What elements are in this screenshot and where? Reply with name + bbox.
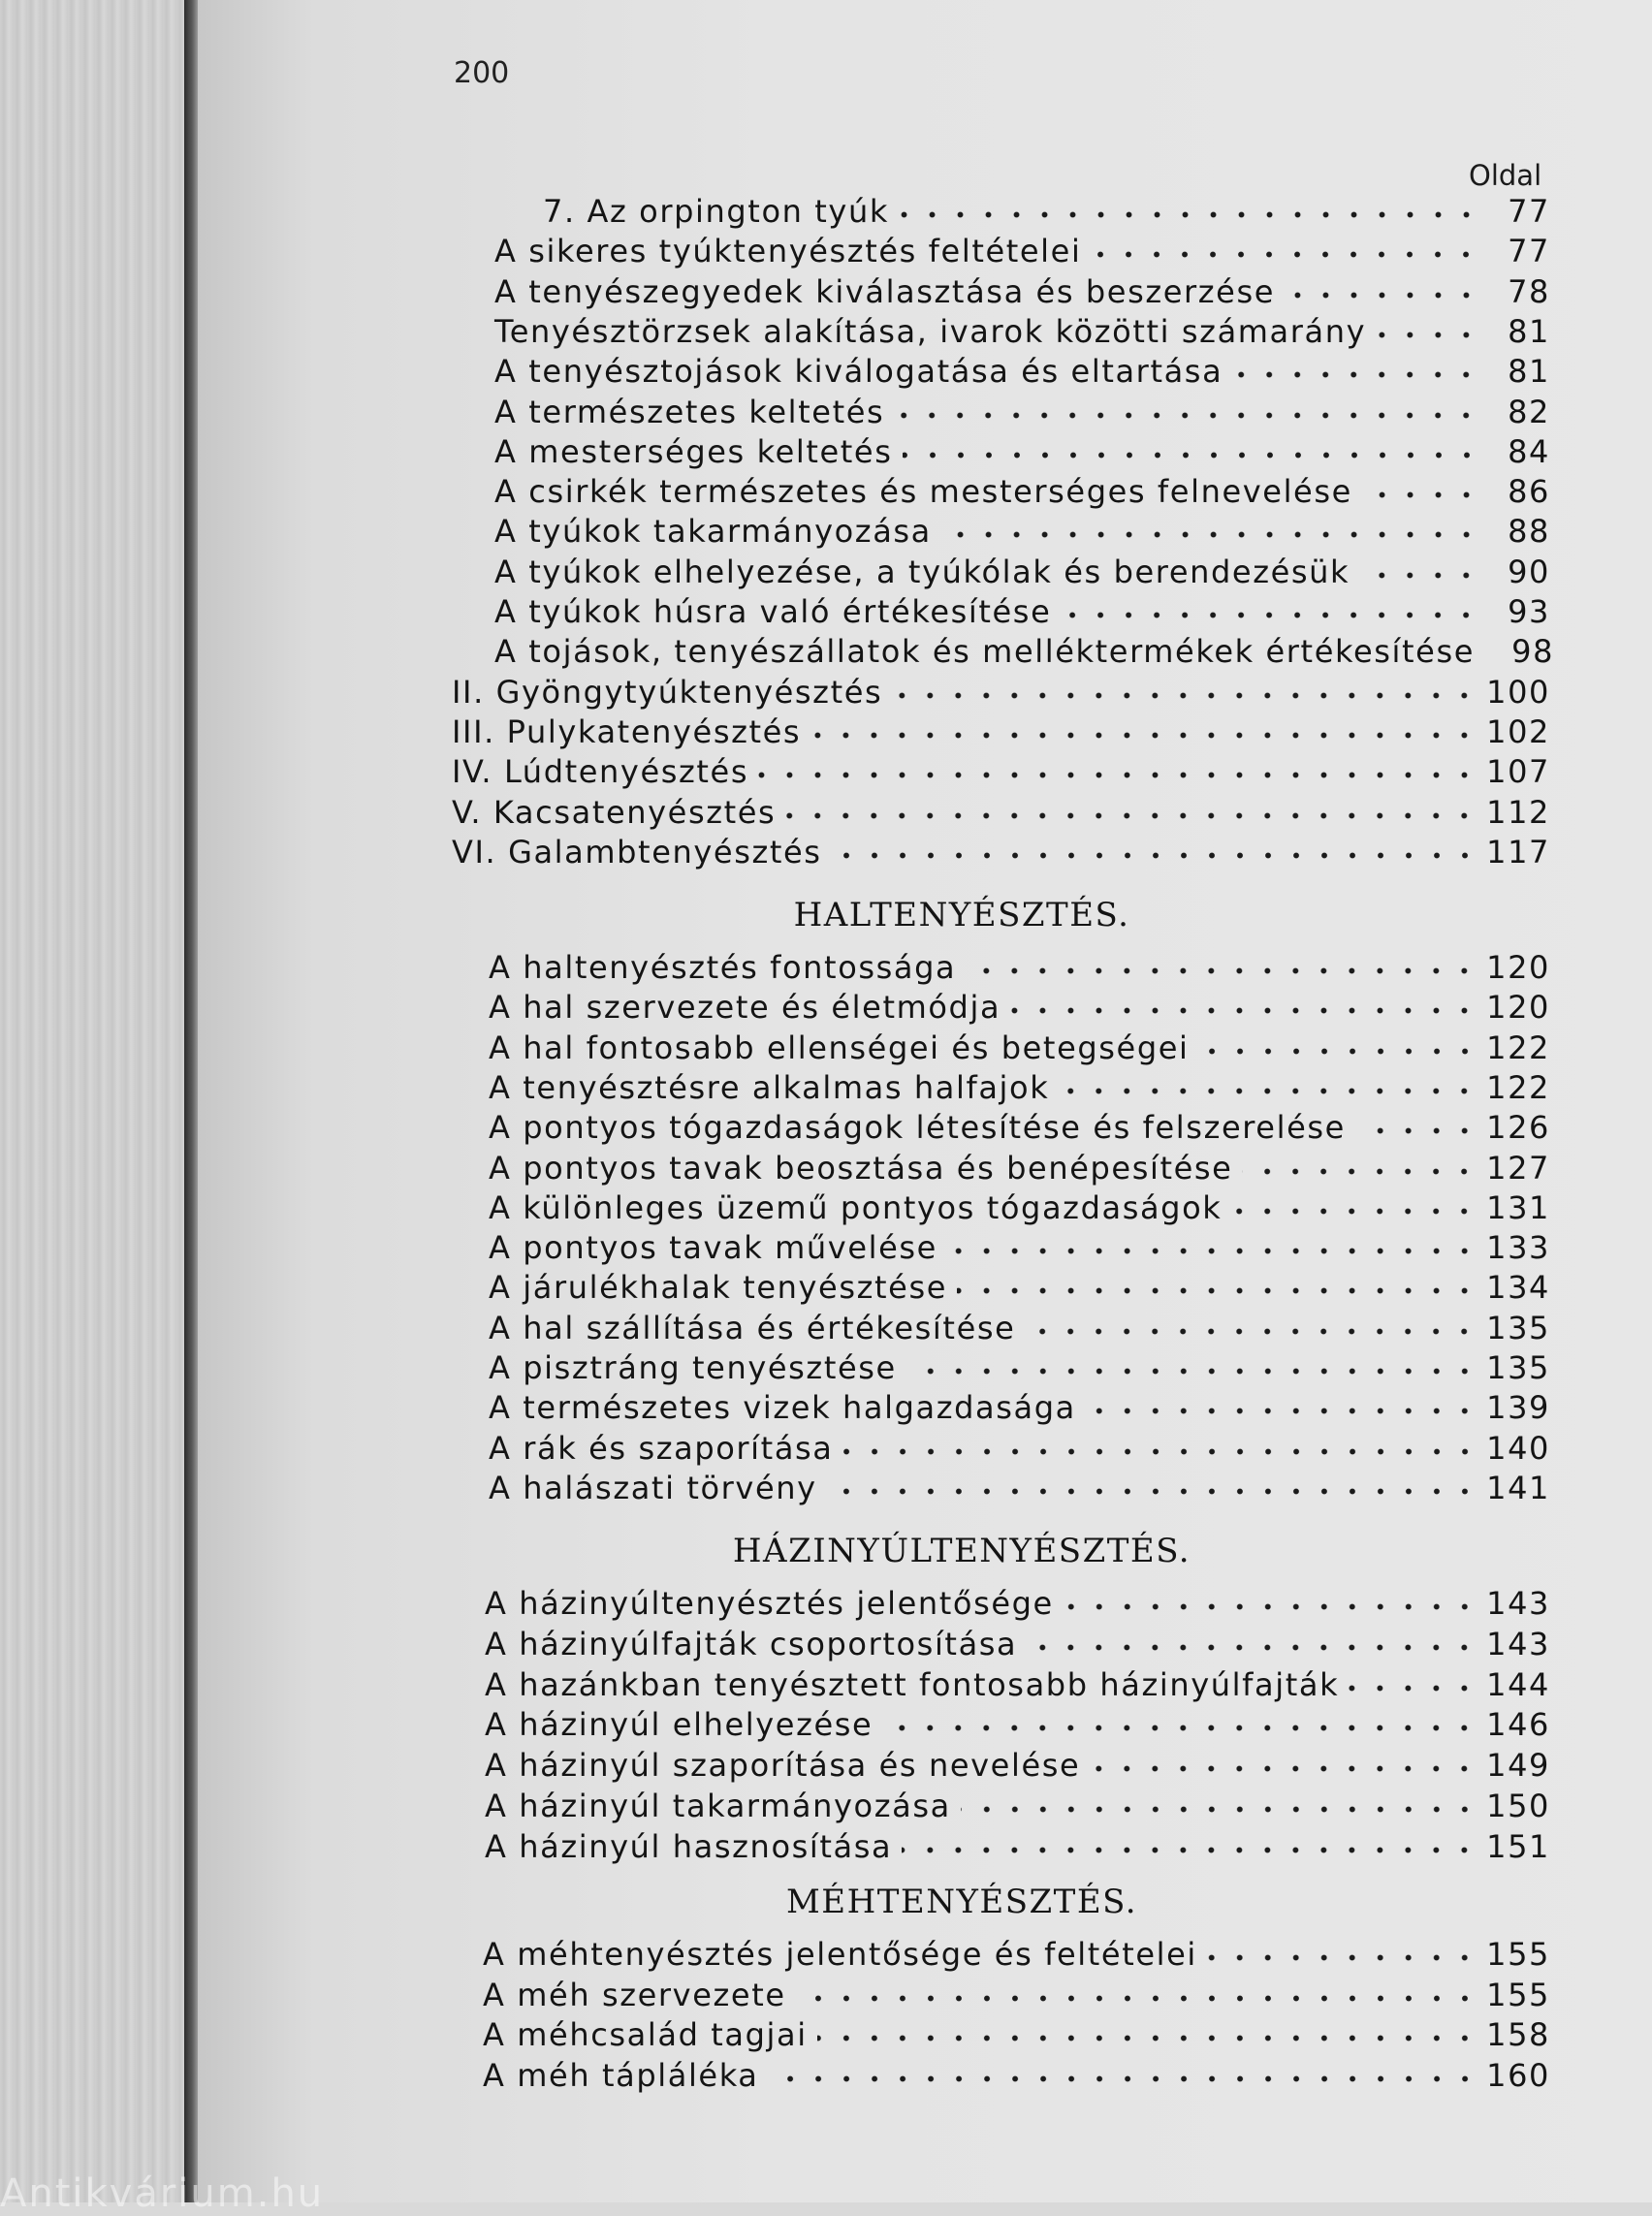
toc-entry bbox=[494, 352, 1550, 391]
toc-entry-title: Tenyésztörzsek alakítása, ivarok közötti számarány bbox=[494, 312, 1367, 350]
toc-entry-title: A tojások, tenyészállatok és melléktermékek értékesítése bbox=[494, 633, 1476, 671]
toc-entry-page: 127 bbox=[1486, 1149, 1550, 1187]
toc-entry-page: 150 bbox=[1486, 1788, 1550, 1824]
dot-leader bbox=[785, 793, 1478, 832]
toc-entry bbox=[489, 1029, 1550, 1067]
toc-entry bbox=[485, 1746, 1550, 1785]
toc-entry bbox=[543, 192, 1550, 231]
book-binding-edge bbox=[0, 0, 184, 2202]
toc-entry bbox=[489, 1108, 1550, 1147]
toc-entry-title: A hal szállítása és értékesítése bbox=[489, 1309, 1016, 1346]
dot-leader bbox=[796, 1976, 1478, 2014]
toc-entry-title: A csirkék természetes és mesterséges felnevelése bbox=[494, 473, 1352, 511]
toc-entry-title: A pontyos tógazdaságok létesítése és felszerelése bbox=[489, 1109, 1346, 1147]
page-number: 200 bbox=[454, 56, 510, 90]
toc-entry-page: 143 bbox=[1486, 1585, 1550, 1622]
toc-entry-title: IV. Lúdtenyésztés bbox=[452, 753, 749, 791]
dot-leader bbox=[843, 1429, 1479, 1468]
toc-entry bbox=[489, 1348, 1550, 1387]
toc-entry bbox=[494, 632, 1555, 671]
toc-entry-title: A haltenyésztés fontossága bbox=[489, 949, 957, 986]
toc-entry bbox=[485, 1705, 1550, 1744]
toc-entry bbox=[485, 1584, 1550, 1623]
toc-entry-page: 107 bbox=[1486, 753, 1550, 791]
toc-entry-page: 140 bbox=[1486, 1429, 1550, 1467]
toc-entry-title: A pontyos tavak művelése bbox=[489, 1229, 937, 1267]
toc-entry-title: A tenyészegyedek kiválasztása és beszerzése bbox=[494, 272, 1276, 310]
dot-leader bbox=[1355, 1108, 1478, 1147]
toc-entry-page: 144 bbox=[1486, 1665, 1550, 1703]
dot-leader bbox=[882, 1705, 1478, 1744]
toc-entry-page: 98 bbox=[1511, 633, 1555, 671]
dot-leader bbox=[892, 673, 1478, 712]
page-column-header: Oldal bbox=[1469, 159, 1542, 192]
toc-entry-title: A hal szervezete és életmódja bbox=[489, 989, 1001, 1027]
dot-leader bbox=[1207, 1935, 1478, 1974]
toc-entry-page: 151 bbox=[1486, 1827, 1550, 1865]
toc-entry-title: 7. Az orpington tyúk bbox=[543, 193, 889, 230]
dot-leader bbox=[1064, 1584, 1478, 1623]
toc-entry-title: A pisztráng tenyésztése bbox=[489, 1349, 897, 1386]
toc-entry-page: 120 bbox=[1486, 989, 1550, 1027]
dot-leader bbox=[758, 752, 1478, 791]
toc-entry-title: A különleges üzemű pontyos tógazdaságok bbox=[489, 1188, 1223, 1226]
dot-leader bbox=[1025, 1309, 1478, 1347]
toc-entry-page: 146 bbox=[1486, 1706, 1550, 1744]
toc-entry-title: A természetes keltetés bbox=[494, 393, 885, 430]
toc-entry-page: 139 bbox=[1486, 1389, 1550, 1427]
toc-entry bbox=[485, 1665, 1550, 1704]
toc-entry bbox=[489, 1388, 1550, 1427]
dot-leader bbox=[947, 1228, 1478, 1267]
toc-entry bbox=[489, 988, 1550, 1027]
toc-entry bbox=[494, 512, 1550, 551]
toc-entry-page: 77 bbox=[1508, 193, 1550, 230]
dot-leader bbox=[1091, 232, 1480, 270]
toc-entry-page: 78 bbox=[1508, 272, 1550, 310]
toc-entry-page: 100 bbox=[1486, 673, 1550, 711]
toc-entry bbox=[489, 1228, 1550, 1267]
dot-leader bbox=[1349, 1665, 1478, 1704]
section-heading: HALTENYÉSZTÉS. bbox=[793, 896, 1130, 934]
toc-entry bbox=[483, 1976, 1550, 2014]
dot-leader bbox=[1232, 352, 1480, 391]
toc-entry-page: 81 bbox=[1508, 312, 1550, 350]
dot-leader bbox=[966, 948, 1478, 987]
toc-entry-page: 135 bbox=[1486, 1349, 1550, 1386]
dot-leader bbox=[1285, 272, 1480, 311]
toc-entry-page: 141 bbox=[1486, 1469, 1550, 1506]
toc-entry-page: 86 bbox=[1508, 473, 1550, 511]
toc-entry-page: 155 bbox=[1486, 1976, 1550, 2013]
toc-entry bbox=[483, 2056, 1550, 2095]
toc-entry-title: A méhcsalád tagjai bbox=[483, 2016, 808, 2053]
toc-entry-title: A házinyúl takarmányozása bbox=[485, 1788, 951, 1824]
toc-entry-title: A pontyos tavak beosztása és benépesítése bbox=[489, 1149, 1233, 1187]
toc-entry-page: 112 bbox=[1486, 793, 1550, 831]
toc-entry-title: A rák és szaporítása bbox=[489, 1429, 834, 1467]
dot-leader bbox=[827, 1469, 1478, 1507]
dot-leader bbox=[1359, 553, 1480, 591]
dot-leader bbox=[1242, 1149, 1478, 1187]
toc-entry-page: 88 bbox=[1508, 513, 1550, 551]
toc-entry-page: 126 bbox=[1486, 1109, 1550, 1147]
toc-entry-page: 160 bbox=[1486, 2056, 1550, 2094]
toc-entry bbox=[483, 2015, 1550, 2054]
toc-entry-title: A mesterséges keltetés bbox=[494, 432, 893, 470]
toc-entry-title: A házinyúl elhelyezése bbox=[485, 1706, 874, 1744]
toc-entry bbox=[452, 673, 1550, 712]
toc-entry-title: A természetes vizek halgazdasága bbox=[489, 1389, 1076, 1427]
toc-entry-page: 90 bbox=[1508, 553, 1550, 590]
dot-leader bbox=[1231, 1188, 1478, 1227]
toc-entry-title: VI. Galambtenyésztés bbox=[452, 833, 822, 871]
toc-entry-page: 81 bbox=[1508, 353, 1550, 391]
dot-leader bbox=[961, 1787, 1478, 1825]
toc-entry bbox=[494, 232, 1550, 270]
toc-entry-title: A hal fontosabb ellenségei és betegségei bbox=[489, 1029, 1190, 1066]
dot-leader bbox=[894, 393, 1480, 431]
dot-leader bbox=[1362, 472, 1480, 511]
toc-entry bbox=[489, 1268, 1550, 1307]
toc-entry bbox=[489, 948, 1550, 987]
toc-entry bbox=[489, 1188, 1550, 1227]
toc-entry-title: V. Kacsatenyésztés bbox=[452, 793, 777, 831]
toc-entry-title: A tyúkok húsra való értékesítése bbox=[494, 593, 1052, 630]
dot-leader bbox=[832, 833, 1479, 871]
section-heading: HÁZINYÚLTENYÉSZTÉS. bbox=[732, 1532, 1191, 1570]
toc-entry-title: A házinyúl szaporítása és nevelése bbox=[485, 1747, 1081, 1785]
toc-entry bbox=[489, 1309, 1550, 1347]
toc-entry bbox=[485, 1625, 1550, 1663]
page-gutter-shadow bbox=[184, 0, 198, 2202]
toc-entry bbox=[494, 393, 1550, 431]
toc-entry bbox=[494, 312, 1550, 351]
toc-entry bbox=[489, 1068, 1550, 1107]
toc-entry-page: 122 bbox=[1486, 1029, 1550, 1066]
toc-entry-page: 102 bbox=[1486, 712, 1550, 750]
toc-entry-page: 131 bbox=[1486, 1188, 1550, 1226]
toc-entry bbox=[485, 1787, 1550, 1825]
toc-entry bbox=[489, 1149, 1550, 1187]
toc-entry-title: II. Gyöngytyúktenyésztés bbox=[452, 673, 883, 711]
watermark: Antikvárium.hu bbox=[0, 2171, 325, 2216]
toc-entry-title: A méh tápláléka bbox=[483, 2056, 759, 2094]
dot-leader bbox=[899, 192, 1480, 231]
toc-entry-page: 93 bbox=[1508, 593, 1550, 630]
toc-entry-page: 155 bbox=[1486, 1936, 1550, 1973]
toc-entry-page: 149 bbox=[1486, 1747, 1550, 1785]
dot-leader bbox=[1090, 1746, 1478, 1785]
toc-entry bbox=[489, 1429, 1550, 1468]
toc-entry-title: A házinyúltenyésztés jelentősége bbox=[485, 1585, 1054, 1622]
toc-entry-title: A tenyésztésre alkalmas halfajok bbox=[489, 1068, 1050, 1106]
dot-leader bbox=[906, 1348, 1478, 1387]
dot-leader bbox=[1010, 988, 1478, 1027]
dot-leader bbox=[902, 1827, 1478, 1866]
toc-entry-title: A halászati törvény bbox=[489, 1469, 817, 1506]
dot-leader bbox=[1061, 592, 1480, 631]
toc-entry-title: A házinyúlfajták csoportosítása bbox=[485, 1625, 1018, 1662]
toc-entry bbox=[494, 472, 1550, 511]
toc-entry bbox=[494, 272, 1550, 311]
toc-entry-title: A hazánkban tenyésztett fontosabb házinyúlfajták bbox=[485, 1665, 1340, 1703]
toc-entry-page: 82 bbox=[1508, 393, 1550, 430]
dot-leader bbox=[1376, 312, 1480, 351]
toc-entry bbox=[494, 553, 1550, 591]
toc-entry-page: 84 bbox=[1508, 432, 1550, 470]
toc-entry-page: 158 bbox=[1486, 2016, 1550, 2053]
dot-leader bbox=[1027, 1625, 1478, 1663]
dot-leader bbox=[769, 2056, 1479, 2095]
toc-entry bbox=[452, 793, 1550, 832]
toc-entry-title: A tenyésztojások kiválogatása és eltartása bbox=[494, 353, 1223, 391]
toc-entry bbox=[494, 432, 1550, 471]
section-heading: MÉHTENYÉSZTÉS. bbox=[785, 1883, 1138, 1921]
toc-entry bbox=[452, 833, 1550, 871]
toc-entry-title: A járulékhalak tenyésztése bbox=[489, 1269, 948, 1307]
toc-entry bbox=[483, 1935, 1550, 1974]
toc-entry-page: 133 bbox=[1486, 1229, 1550, 1267]
dot-leader bbox=[1059, 1068, 1478, 1107]
dot-leader bbox=[1086, 1388, 1478, 1427]
dot-leader bbox=[941, 512, 1480, 551]
toc-entry bbox=[485, 1827, 1550, 1866]
toc-entry-page: 143 bbox=[1486, 1625, 1550, 1662]
toc-entry bbox=[452, 712, 1550, 751]
toc-entry-title: A házinyúl hasznosítása bbox=[485, 1827, 893, 1865]
toc-entry bbox=[489, 1469, 1550, 1507]
toc-entry-page: 120 bbox=[1486, 949, 1550, 986]
toc-entry-title: III. Pulykatenyésztés bbox=[452, 712, 802, 750]
dot-leader bbox=[1199, 1029, 1479, 1067]
toc-entry-page: 122 bbox=[1486, 1068, 1550, 1106]
toc-entry-title: A méh szervezete bbox=[483, 1976, 786, 2013]
toc-entry bbox=[452, 752, 1550, 791]
toc-entry-page: 135 bbox=[1486, 1309, 1550, 1346]
toc-entry-title: A tyúkok elhelyezése, a tyúkólak és berendezésük bbox=[494, 553, 1350, 590]
toc-entry-title: A méhtenyésztés jelentősége és feltételei bbox=[483, 1936, 1197, 1973]
toc-entry-title: A tyúkok takarmányozása bbox=[494, 513, 932, 551]
toc-entry-page: 117 bbox=[1486, 833, 1550, 871]
dot-leader bbox=[817, 2015, 1478, 2054]
dot-leader bbox=[903, 432, 1481, 471]
dot-leader bbox=[810, 712, 1478, 751]
dot-leader bbox=[957, 1268, 1478, 1307]
toc-entry-page: 134 bbox=[1486, 1269, 1550, 1307]
toc-entry bbox=[494, 592, 1550, 631]
toc-entry-title: A sikeres tyúktenyésztés feltételei bbox=[494, 233, 1082, 270]
toc-entry-page: 77 bbox=[1508, 233, 1550, 270]
